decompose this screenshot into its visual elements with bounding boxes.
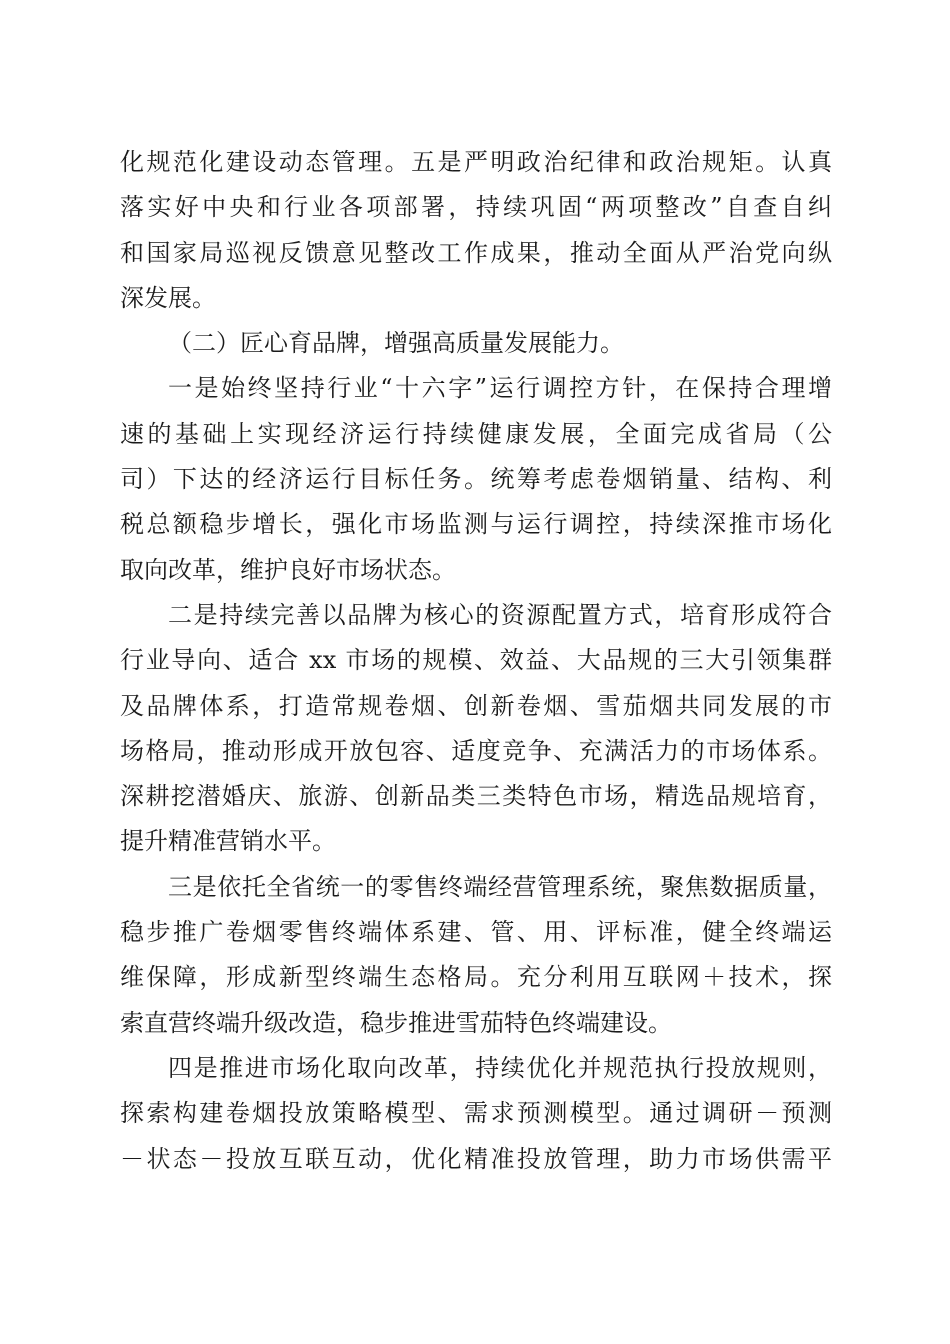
text-line: 落实好中央和行业各项部署，持续巩固“两项整改”自查自纠 [120,193,832,222]
text-line: 司）下达的经济运行目标任务。统筹考虑卷烟销量、结构、利 [120,465,832,494]
text-line: －状态－投放互联互动，优化精准投放管理，助力市场供需平 [120,1144,832,1173]
text-line: 和国家局巡视反馈意见整改工作成果，推动全面从严治党向纵 [120,238,832,267]
section-heading: （二）匠心育品牌，增强高质量发展能力。 [168,329,624,358]
text-line: 取向改革，维护良好市场状态。 [120,555,456,584]
text-line: 及品牌体系，打造常规卷烟、创新卷烟、雪茄烟共同发展的市 [120,691,832,720]
text-line: 三是依托全省统一的零售终端经营管理系统，聚焦数据质量， [168,872,832,901]
text-line: 索直营终端升级改造，稳步推进雪茄特色终端建设。 [120,1008,672,1037]
text-line: 深发展。 [120,283,216,312]
document-body [120,140,832,1182]
text-line: 速的基础上实现经济运行持续健康发展，全面完成省局（公 [120,419,832,448]
text-line: 场格局，推动形成开放包容、适度竞争、充满活力的市场体系。 [120,736,832,765]
text-line: 行业导向、适合 xx 市场的规模、效益、大品规的三大引领集群 [120,646,832,675]
text-line: 提升精准营销水平。 [120,827,336,856]
text-line: 一是始终坚持行业“十六字”运行调控方针，在保持合理增 [168,374,832,403]
text-line: 二是持续完善以品牌为核心的资源配置方式，培育形成符合 [168,600,832,629]
text-line: 税总额稳步增长，强化市场监测与运行调控，持续深推市场化 [120,510,832,539]
text-line: 维保障，形成新型终端生态格局。充分利用互联网＋技术，探 [120,963,832,992]
text-line: 化规范化建设动态管理。五是严明政治纪律和政治规矩。认真 [120,148,832,176]
text-line: 深耕挖潜婚庆、旅游、创新品类三类特色市场，精选品规培育， [120,782,832,811]
text-line: 四是推进市场化取向改革，持续优化并规范执行投放规则， [168,1053,832,1082]
text-line: 稳步推广卷烟零售终端体系建、管、用、评标准，健全终端运 [120,918,832,947]
text-line: 探索构建卷烟投放策略模型、需求预测模型。通过调研－预测 [120,1099,832,1128]
